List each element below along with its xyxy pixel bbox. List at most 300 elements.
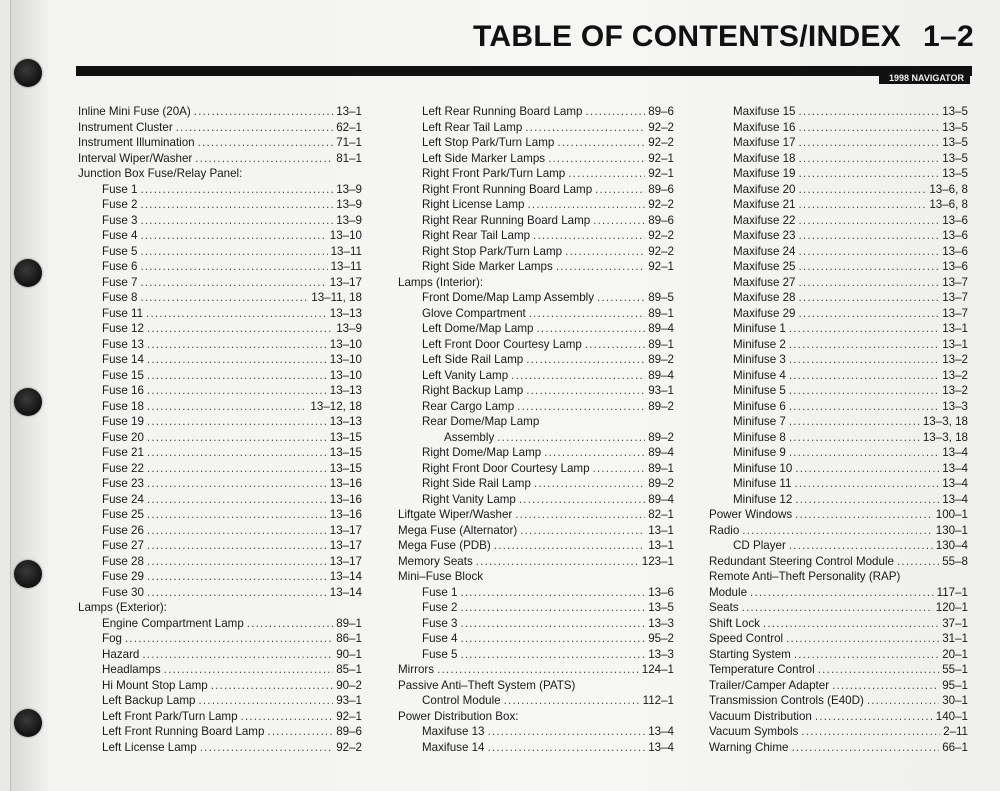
entry-page-ref: 66–1 bbox=[942, 740, 968, 754]
entry-page-ref: 89–4 bbox=[648, 322, 674, 335]
entry-page-ref: 13–9 bbox=[336, 198, 362, 211]
index-entry bbox=[709, 414, 968, 430]
index-entry bbox=[78, 554, 362, 570]
index-entry bbox=[398, 135, 674, 151]
entry-page-ref: 89–6 bbox=[648, 213, 674, 227]
entry-label: CD Player bbox=[733, 539, 786, 552]
index-heading bbox=[398, 709, 674, 725]
entry-page-ref: 13–4 bbox=[648, 740, 674, 754]
index-entry bbox=[709, 554, 968, 570]
dot-leader bbox=[147, 383, 327, 399]
entry-page-ref: 92–2 bbox=[648, 244, 674, 258]
dot-leader bbox=[789, 368, 939, 384]
entry-label: Fuse 29 bbox=[102, 570, 144, 583]
entry-label: Front Dome/Map Lamp Assembly bbox=[422, 291, 595, 304]
entry-page-ref: 140–1 bbox=[935, 709, 968, 723]
entry-label: Maxifuse 21 bbox=[733, 198, 796, 211]
entry-page-ref: 13–17 bbox=[329, 275, 362, 289]
dot-leader bbox=[494, 538, 645, 554]
entry-label: Fuse 28 bbox=[102, 554, 144, 568]
dot-leader bbox=[147, 554, 327, 570]
dot-leader bbox=[789, 352, 939, 368]
dot-leader bbox=[140, 259, 327, 275]
binder-hole bbox=[14, 560, 42, 588]
entry-label: Maxifuse 19 bbox=[733, 167, 796, 180]
entry-label: Seats bbox=[709, 601, 739, 614]
index-entry bbox=[398, 538, 674, 554]
entry-page-ref: 13–4 bbox=[942, 477, 968, 490]
entry-label: Transmission Controls (E40D) bbox=[709, 694, 864, 707]
index-entry bbox=[398, 430, 674, 446]
dot-leader bbox=[147, 430, 327, 446]
entry-page-ref: 13–5 bbox=[942, 105, 968, 118]
entry-page-ref: 92–2 bbox=[648, 136, 674, 149]
index-heading bbox=[398, 678, 674, 694]
index-entry bbox=[78, 383, 362, 399]
dot-leader bbox=[488, 724, 646, 740]
dot-leader bbox=[795, 492, 939, 508]
dot-leader bbox=[742, 523, 932, 539]
entry-label: Left Rear Running Board Lamp bbox=[422, 105, 583, 118]
dot-leader bbox=[476, 554, 639, 570]
index-entry bbox=[709, 585, 968, 601]
entry-page-ref: 92–1 bbox=[336, 709, 362, 723]
entry-page-ref: 13–9 bbox=[336, 182, 362, 196]
index-entry bbox=[78, 430, 362, 446]
index-entry bbox=[398, 554, 674, 570]
entry-label: Fuse 2 bbox=[422, 601, 458, 614]
entry-label: Minifuse 5 bbox=[733, 384, 786, 397]
dot-leader bbox=[832, 678, 939, 694]
entry-label: Fuse 24 bbox=[102, 492, 144, 506]
entry-label: Hi Mount Stop Lamp bbox=[102, 678, 208, 692]
dot-leader bbox=[799, 213, 940, 229]
dot-leader bbox=[511, 368, 645, 384]
entry-label: Fuse 22 bbox=[102, 461, 144, 475]
entry-label: Fuse 19 bbox=[102, 415, 144, 428]
entry-page-ref: 13–5 bbox=[942, 167, 968, 180]
dot-leader bbox=[147, 461, 327, 477]
index-entry bbox=[709, 430, 968, 446]
dot-leader bbox=[515, 507, 645, 523]
entry-page-ref: 13–5 bbox=[648, 601, 674, 614]
page-title bbox=[473, 20, 974, 54]
index-entry bbox=[78, 182, 362, 198]
entry-page-ref: 82–1 bbox=[648, 508, 674, 521]
entry-label: Lamps (Interior): bbox=[398, 275, 484, 289]
index-entry bbox=[398, 368, 674, 384]
entry-page-ref: 13–1 bbox=[648, 539, 674, 552]
entry-page-ref: 13–5 bbox=[942, 151, 968, 165]
entry-label: Right Dome/Map Lamp bbox=[422, 446, 542, 459]
entry-page-ref: 55–8 bbox=[942, 554, 968, 568]
entry-label: Instrument Illumination bbox=[78, 136, 195, 149]
index-entry bbox=[709, 151, 968, 167]
entry-label: Right Side Rail Lamp bbox=[422, 477, 531, 490]
index-heading bbox=[709, 569, 968, 585]
vehicle-label: 1998 NAVIGATOR bbox=[879, 72, 970, 84]
index-entry bbox=[398, 507, 674, 523]
index-entry bbox=[398, 259, 674, 275]
dot-leader bbox=[142, 647, 333, 663]
entry-label: Right License Lamp bbox=[422, 198, 525, 211]
entry-page-ref: 13–1 bbox=[942, 322, 968, 335]
entry-label: Rear Cargo Lamp bbox=[422, 399, 515, 413]
entry-label: Right Rear Tail Lamp bbox=[422, 229, 531, 242]
entry-page-ref: 13–3, 18 bbox=[922, 430, 968, 444]
entry-label: Fuse 5 bbox=[102, 244, 138, 258]
index-entry bbox=[709, 631, 968, 647]
entry-label: Memory Seats bbox=[398, 554, 473, 568]
dot-leader bbox=[140, 182, 333, 198]
dot-leader bbox=[799, 306, 940, 322]
entry-label: Fuse 12 bbox=[102, 322, 144, 335]
entry-label: Fuse 21 bbox=[102, 446, 144, 459]
entry-label: Maxifuse 13 bbox=[422, 725, 485, 738]
entry-page-ref: 130–1 bbox=[935, 523, 968, 537]
dot-leader bbox=[763, 616, 939, 632]
dot-leader bbox=[198, 135, 334, 151]
entry-label: Minifuse 6 bbox=[733, 399, 786, 413]
dot-leader bbox=[147, 337, 327, 353]
entry-page-ref: 95–1 bbox=[942, 678, 968, 692]
entry-page-ref: 89–1 bbox=[648, 306, 674, 320]
entry-label: Fuse 1 bbox=[422, 585, 458, 599]
entry-label: Starting System bbox=[709, 647, 791, 661]
dot-leader bbox=[460, 585, 645, 601]
entry-label: Speed Control bbox=[709, 632, 784, 645]
entry-label: Hazard bbox=[102, 647, 140, 661]
index-entry bbox=[398, 197, 674, 213]
index-entry bbox=[78, 724, 362, 740]
index-entry bbox=[709, 368, 968, 384]
dot-leader bbox=[799, 166, 940, 182]
entry-label: Right Front Running Board Lamp bbox=[422, 182, 593, 196]
entry-label: Fuse 4 bbox=[102, 229, 138, 242]
entry-page-ref: 100–1 bbox=[935, 508, 968, 521]
dot-leader bbox=[198, 693, 333, 709]
index-entry bbox=[78, 538, 362, 554]
entry-label: Maxifuse 28 bbox=[733, 291, 796, 304]
dot-leader bbox=[504, 693, 640, 709]
index-entry bbox=[78, 151, 362, 167]
index-entry bbox=[78, 476, 362, 492]
entry-label: Left Backup Lamp bbox=[102, 694, 196, 707]
dot-leader bbox=[593, 213, 645, 229]
index-entry bbox=[78, 616, 362, 632]
entry-page-ref: 13–17 bbox=[329, 523, 362, 537]
dot-leader bbox=[597, 290, 645, 306]
index-entry bbox=[709, 244, 968, 260]
index-entry bbox=[398, 523, 674, 539]
entry-page-ref: 13–11 bbox=[330, 260, 362, 273]
index-heading bbox=[78, 166, 362, 182]
entry-page-ref: 13–1 bbox=[336, 105, 362, 118]
entry-page-ref: 92–2 bbox=[648, 198, 674, 211]
index-column-1 bbox=[78, 104, 362, 755]
entry-label: Engine Compartment Lamp bbox=[102, 616, 244, 630]
entry-label: Maxifuse 29 bbox=[733, 306, 796, 320]
entry-page-ref: 13–5 bbox=[942, 120, 968, 134]
entry-page-ref: 89–5 bbox=[648, 291, 674, 304]
entry-page-ref: 89–4 bbox=[648, 446, 674, 459]
entry-label: Mini–Fuse Block bbox=[398, 570, 484, 583]
entry-label: Left Front Door Courtesy Lamp bbox=[422, 337, 582, 351]
index-entry bbox=[78, 399, 362, 415]
entry-label: Fuse 11 bbox=[102, 306, 144, 320]
index-entry bbox=[78, 585, 362, 601]
index-entry bbox=[398, 290, 674, 306]
dot-leader bbox=[897, 554, 939, 570]
dot-leader bbox=[794, 647, 939, 663]
index-column-3 bbox=[709, 104, 968, 755]
dot-leader bbox=[799, 244, 940, 260]
index-entry bbox=[78, 569, 362, 585]
entry-label: Maxifuse 16 bbox=[733, 120, 796, 134]
dot-leader bbox=[593, 461, 646, 477]
entry-page-ref: 13–11 bbox=[330, 244, 362, 258]
dot-leader bbox=[200, 740, 333, 756]
entry-label: Trailer/Camper Adapter bbox=[709, 678, 830, 692]
dot-leader bbox=[147, 569, 327, 585]
entry-page-ref: 13–1 bbox=[648, 523, 674, 537]
entry-label: Right Stop Park/Turn Lamp bbox=[422, 244, 563, 258]
dot-leader bbox=[789, 538, 933, 554]
index-entry bbox=[398, 306, 674, 322]
dot-leader bbox=[544, 445, 645, 461]
entry-label: Vacuum Symbols bbox=[709, 725, 799, 738]
index-entry bbox=[398, 166, 674, 182]
entry-label: Left License Lamp bbox=[102, 740, 197, 754]
entry-label: Right Backup Lamp bbox=[422, 384, 524, 397]
index-entry bbox=[398, 352, 674, 368]
entry-label: Maxifuse 25 bbox=[733, 260, 796, 273]
dot-leader bbox=[585, 337, 645, 353]
index-heading bbox=[398, 569, 674, 585]
index-entry bbox=[398, 492, 674, 508]
entry-label: Minifuse 7 bbox=[733, 415, 786, 428]
dot-leader bbox=[789, 321, 939, 337]
index-entry bbox=[398, 120, 674, 136]
dot-leader bbox=[568, 166, 645, 182]
index-entry bbox=[398, 616, 674, 632]
dot-leader bbox=[517, 399, 645, 415]
entry-page-ref: 13–5 bbox=[942, 136, 968, 149]
index-entry bbox=[709, 740, 968, 756]
index-entry bbox=[709, 275, 968, 291]
dot-leader bbox=[794, 476, 939, 492]
entry-label: Mega Fuse (PDB) bbox=[398, 539, 491, 552]
entry-page-ref: 2–11 bbox=[943, 725, 968, 738]
entry-label: Left Front Running Board Lamp bbox=[102, 725, 265, 738]
dot-leader bbox=[529, 306, 645, 322]
entry-page-ref: 89–2 bbox=[648, 430, 674, 444]
entry-page-ref: 89–1 bbox=[336, 616, 362, 630]
index-entry bbox=[709, 352, 968, 368]
dot-leader bbox=[147, 507, 327, 523]
dot-leader bbox=[140, 213, 333, 229]
entry-label: Fuse 7 bbox=[102, 275, 138, 289]
index-entry bbox=[709, 492, 968, 508]
dot-leader bbox=[164, 662, 334, 678]
entry-label: Temperature Control bbox=[709, 663, 815, 676]
entry-page-ref: 93–1 bbox=[648, 384, 674, 397]
entry-label: Fuse 3 bbox=[422, 616, 458, 630]
index-entry bbox=[709, 321, 968, 337]
entry-page-ref: 13–3 bbox=[648, 616, 674, 630]
entry-label: Power Distribution Box: bbox=[398, 709, 519, 723]
entry-label: Minifuse 2 bbox=[733, 337, 786, 351]
page-number: 1–2 bbox=[923, 20, 974, 53]
dot-leader bbox=[247, 616, 333, 632]
entry-page-ref: 13–3, 18 bbox=[922, 415, 968, 428]
entry-page-ref: 93–1 bbox=[336, 694, 362, 707]
index-entry bbox=[78, 104, 362, 120]
entry-page-ref: 30–1 bbox=[942, 694, 968, 707]
index-entry bbox=[398, 600, 674, 616]
index-entry bbox=[709, 693, 968, 709]
index-heading bbox=[78, 600, 362, 616]
entry-label: Right Rear Running Board Lamp bbox=[422, 213, 591, 227]
dot-leader bbox=[147, 414, 327, 430]
dot-leader bbox=[789, 430, 920, 446]
index-entry bbox=[398, 228, 674, 244]
entry-page-ref: 92–2 bbox=[336, 740, 362, 754]
entry-label: Minifuse 9 bbox=[733, 446, 786, 459]
index-entry bbox=[709, 507, 968, 523]
entry-page-ref: 13–6, 8 bbox=[929, 198, 968, 211]
dot-leader bbox=[488, 740, 646, 756]
entry-page-ref: 13–7 bbox=[942, 275, 968, 289]
entry-page-ref: 85–1 bbox=[336, 663, 362, 676]
entry-page-ref: 13–13 bbox=[329, 384, 362, 397]
dot-leader bbox=[147, 585, 327, 601]
entry-label: Left Rear Tail Lamp bbox=[422, 120, 523, 134]
entry-label: Maxifuse 15 bbox=[733, 105, 796, 118]
entry-page-ref: 13–15 bbox=[329, 430, 362, 444]
index-entry bbox=[78, 662, 362, 678]
dot-leader bbox=[536, 321, 645, 337]
entry-page-ref: 89–6 bbox=[648, 105, 674, 118]
entry-label: Minifuse 1 bbox=[733, 322, 786, 335]
entry-label: Control Module bbox=[422, 694, 501, 707]
entry-label: Fog bbox=[102, 632, 122, 645]
dot-leader bbox=[140, 197, 333, 213]
entry-label: Maxifuse 23 bbox=[733, 229, 796, 242]
entry-label: Fuse 2 bbox=[102, 198, 138, 211]
entry-page-ref: 13–9 bbox=[336, 322, 362, 335]
entry-page-ref: 13–7 bbox=[942, 291, 968, 304]
entry-page-ref: 90–2 bbox=[336, 678, 362, 692]
dot-leader bbox=[520, 523, 645, 539]
binder-hole bbox=[14, 59, 42, 87]
entry-label: Fuse 23 bbox=[102, 477, 144, 490]
dot-leader bbox=[525, 120, 645, 136]
entry-label: Fuse 3 bbox=[102, 213, 138, 227]
entry-page-ref: 13–3 bbox=[648, 647, 674, 661]
dot-leader bbox=[147, 523, 327, 539]
dot-leader bbox=[795, 507, 933, 523]
dot-leader bbox=[519, 492, 645, 508]
dot-leader bbox=[140, 290, 308, 306]
index-entry bbox=[398, 399, 674, 415]
index-entry bbox=[78, 337, 362, 353]
index-entry bbox=[398, 461, 674, 477]
entry-page-ref: 89–6 bbox=[648, 182, 674, 196]
entry-label: Fuse 6 bbox=[102, 260, 138, 273]
entry-label: Junction Box Fuse/Relay Panel: bbox=[78, 167, 243, 180]
entry-page-ref: 13–6, 8 bbox=[929, 182, 968, 196]
entry-page-ref: 20–1 bbox=[942, 647, 968, 661]
index-entry bbox=[709, 213, 968, 229]
entry-page-ref: 13–10 bbox=[329, 337, 362, 351]
index-entry bbox=[398, 585, 674, 601]
index-entry bbox=[709, 600, 968, 616]
entry-page-ref: 89–4 bbox=[648, 368, 674, 382]
entry-label: Left Side Marker Lamps bbox=[422, 151, 546, 165]
entry-label: Maxifuse 20 bbox=[733, 182, 796, 196]
entry-page-ref: 37–1 bbox=[942, 616, 968, 630]
dot-leader bbox=[267, 724, 333, 740]
index-entry bbox=[709, 662, 968, 678]
dot-leader bbox=[147, 538, 327, 554]
dot-leader bbox=[799, 104, 940, 120]
entry-label: Passive Anti–Theft System (PATS) bbox=[398, 678, 576, 692]
entry-page-ref: 13–10 bbox=[329, 353, 362, 366]
entry-label: Inline Mini Fuse (20A) bbox=[78, 105, 191, 118]
entry-label: Left Dome/Map Lamp bbox=[422, 322, 534, 335]
entry-label: Fuse 8 bbox=[102, 291, 138, 304]
entry-label: Interval Wiper/Washer bbox=[78, 151, 193, 165]
index-heading bbox=[398, 275, 674, 291]
entry-page-ref: 130–4 bbox=[935, 539, 968, 552]
dot-leader bbox=[789, 445, 939, 461]
dot-leader bbox=[789, 337, 939, 353]
entry-label: Fuse 27 bbox=[102, 539, 144, 552]
entry-page-ref: 13–4 bbox=[942, 461, 968, 475]
dot-leader bbox=[565, 244, 645, 260]
entry-page-ref: 90–1 bbox=[336, 647, 362, 661]
dot-leader bbox=[147, 352, 327, 368]
dot-leader bbox=[460, 600, 645, 616]
entry-page-ref: 13–15 bbox=[329, 461, 362, 475]
entry-label: Fuse 5 bbox=[422, 647, 458, 661]
index-entry bbox=[709, 445, 968, 461]
dot-leader bbox=[867, 693, 939, 709]
entry-label: Headlamps bbox=[102, 663, 161, 676]
dot-leader bbox=[742, 600, 933, 616]
entry-page-ref: 13–4 bbox=[942, 492, 968, 506]
dot-leader bbox=[799, 259, 940, 275]
entry-label: Right Vanity Lamp bbox=[422, 492, 516, 506]
dot-leader bbox=[585, 104, 645, 120]
entry-label: Left Stop Park/Turn Lamp bbox=[422, 136, 555, 149]
index-entry bbox=[78, 228, 362, 244]
entry-page-ref: 13–11, 18 bbox=[311, 291, 362, 304]
dot-leader bbox=[460, 647, 645, 663]
index-column-2 bbox=[398, 104, 674, 755]
entry-label: Left Side Rail Lamp bbox=[422, 353, 524, 366]
entry-label: Mega Fuse (Alternator) bbox=[398, 523, 518, 537]
dot-leader bbox=[791, 740, 939, 756]
index-entry bbox=[78, 693, 362, 709]
entry-page-ref: 13–1 bbox=[942, 337, 968, 351]
dot-leader bbox=[799, 151, 940, 167]
dot-leader bbox=[176, 120, 333, 136]
dot-leader bbox=[799, 120, 940, 136]
entry-label: Fuse 13 bbox=[102, 337, 144, 351]
dot-leader bbox=[533, 228, 645, 244]
